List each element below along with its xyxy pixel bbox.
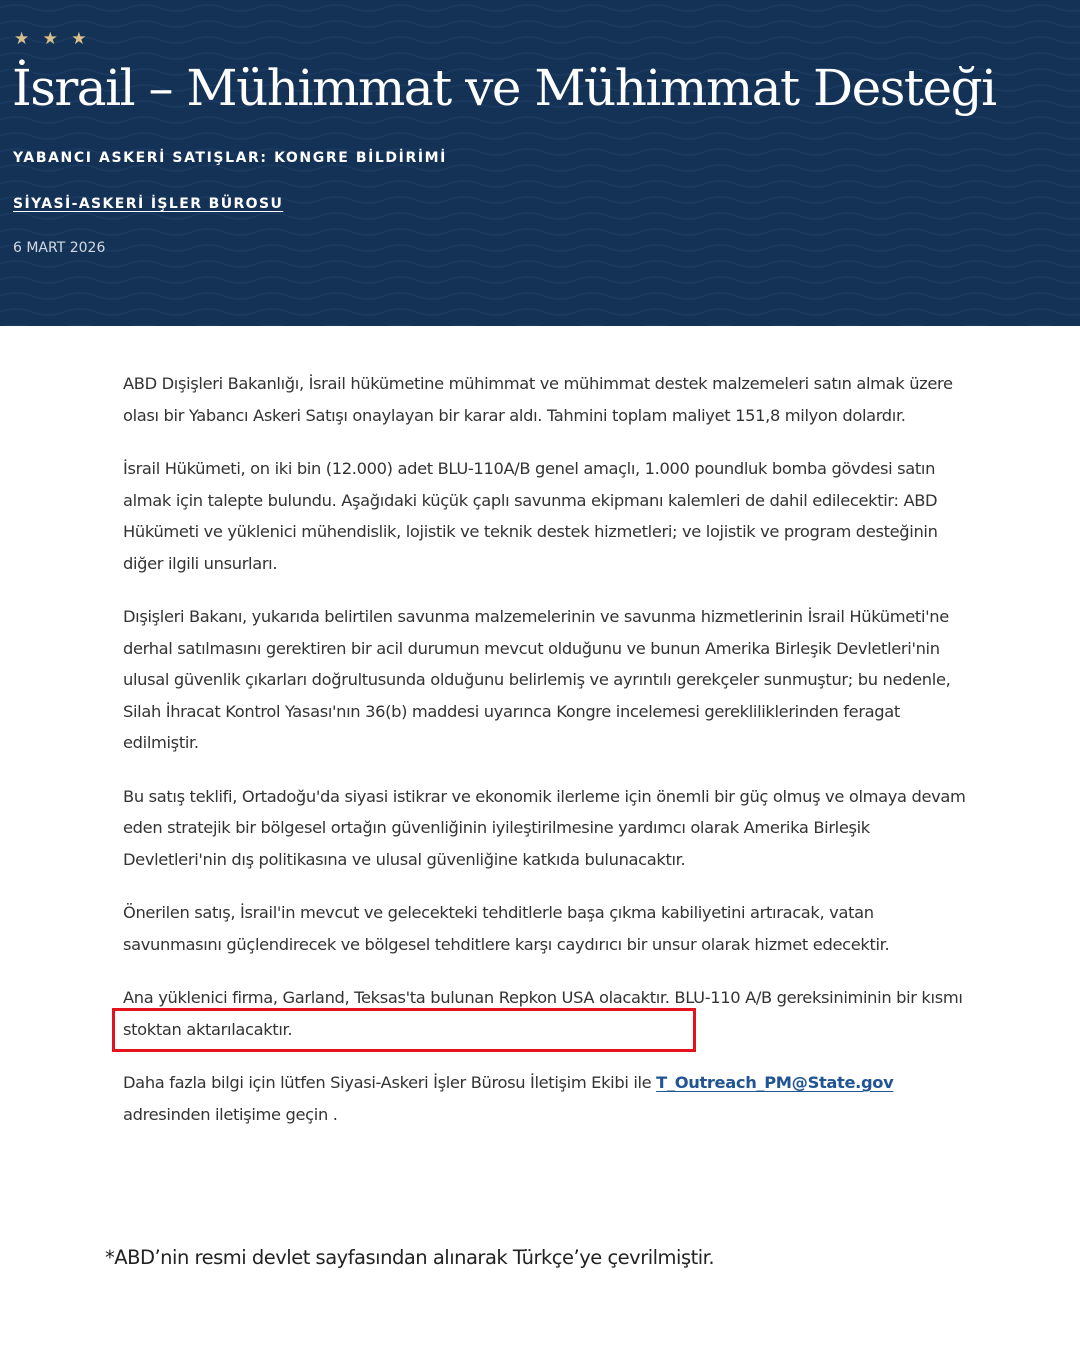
paragraph-foreign-policy: Bu satış teklifi, Ortadoğu'da siyasi istikrar ve ekonomik ilerleme için önemli bir güç olmuş ve olmaya devam eden stratejik bir bölgesel ortağın güvenliğinin iyileştirilmesine yardımcı olarak Amerika Birleşik Devletleri'nin dış politikasına ve ulusal güvenliğine katkıda bulunacaktır. <box>123 786 966 869</box>
paragraph-emergency: Dışişleri Bakanı, yukarıda belirtilen savunma malzemelerinin ve savunma hizmetlerinin İsrail Hükümeti'ne derhal satılmasını gerektiren bir acil durumun mevcut olduğunu ve bunun Amerika Birleşik Devletleri'nin ulusal güvenlik çıkarları doğrultusunda olduğunu belirlemiş ve ayrıntılı gerekçeler sunmuştur; bu nedenle, Silah İhracat Kontrol Yasası'nın 36(b) maddesi uyarınca Kongre incelemesi gerekliliklerinden feragat edilmiştir. <box>123 607 951 752</box>
star-icons: ★ ★ ★ <box>14 29 91 49</box>
page-title: İsrail – Mühimmat ve Mühimmat Desteği <box>12 59 996 117</box>
bureau-link[interactable]: SİYASİ-ASKERİ İŞLER BÜROSU <box>13 196 284 212</box>
translation-footnote: *ABD’nin resmi devlet sayfasından alınarak Türkçe’ye çevrilmiştir. <box>105 1246 715 1269</box>
category-label: YABANCI ASKERİ SATIŞLAR: KONGRE BİLDİRİMİ <box>13 150 447 166</box>
paragraph-request: İsrail Hükümeti, on iki bin (12.000) adet BLU-110A/B genel amaçlı, 1.000 poundluk bomba gövdesi satın almak için talepte bulundu. Aşağıdaki küçük çaplı savunma ekipmanı kalemleri de dahil edilecektir: ABD Hükümeti ve yüklenici mühendislik, lojistik ve teknik destek hizmetleri; ve lojistik ve program desteğinin diğer ilgili unsurları. <box>123 459 938 573</box>
publish-date: 6 MART 2026 <box>13 240 106 256</box>
contractor-rest-text: BLU-110 A/B gereksiniminin bir kısmı stoktan aktarılacaktır. <box>123 988 963 1039</box>
contact-text-after: adresinden iletişime geçin . <box>123 1104 338 1124</box>
paragraph-capability: Önerilen satış, İsrail'in mevcut ve gelecekteki tehditlerle başa çıkma kabiliyetini artıracak, vatan savunmasını güçlendirecek ve bölgesel tehditlere karşı caydırıcı bir unsur olarak hizmet edecektir. <box>123 903 890 954</box>
highlight-box <box>112 1008 696 1052</box>
header-banner <box>0 0 1080 326</box>
highlighted-sentence: Ana yüklenici firma, Garland, Teksas'ta bulunan Repkon USA olacaktır. <box>123 988 670 1007</box>
paragraph-approval: ABD Dışişleri Bakanlığı, İsrail hükümetine mühimmat ve mühimmat destek malzemeleri satın almak üzere olası bir Yabancı Askeri Satışı onaylayan bir karar aldı. Tahmini toplam maliyet 151,8 milyon dolardır. <box>123 374 953 425</box>
paragraph-contact <box>123 1067 971 1130</box>
email-link[interactable]: T_Outreach_PM@State.gov <box>656 1073 894 1092</box>
contact-text-before: Daha fazla bilgi için lütfen Siyasi-Askeri İşler Bürosu İletişim Ekibi ile <box>123 1073 657 1092</box>
